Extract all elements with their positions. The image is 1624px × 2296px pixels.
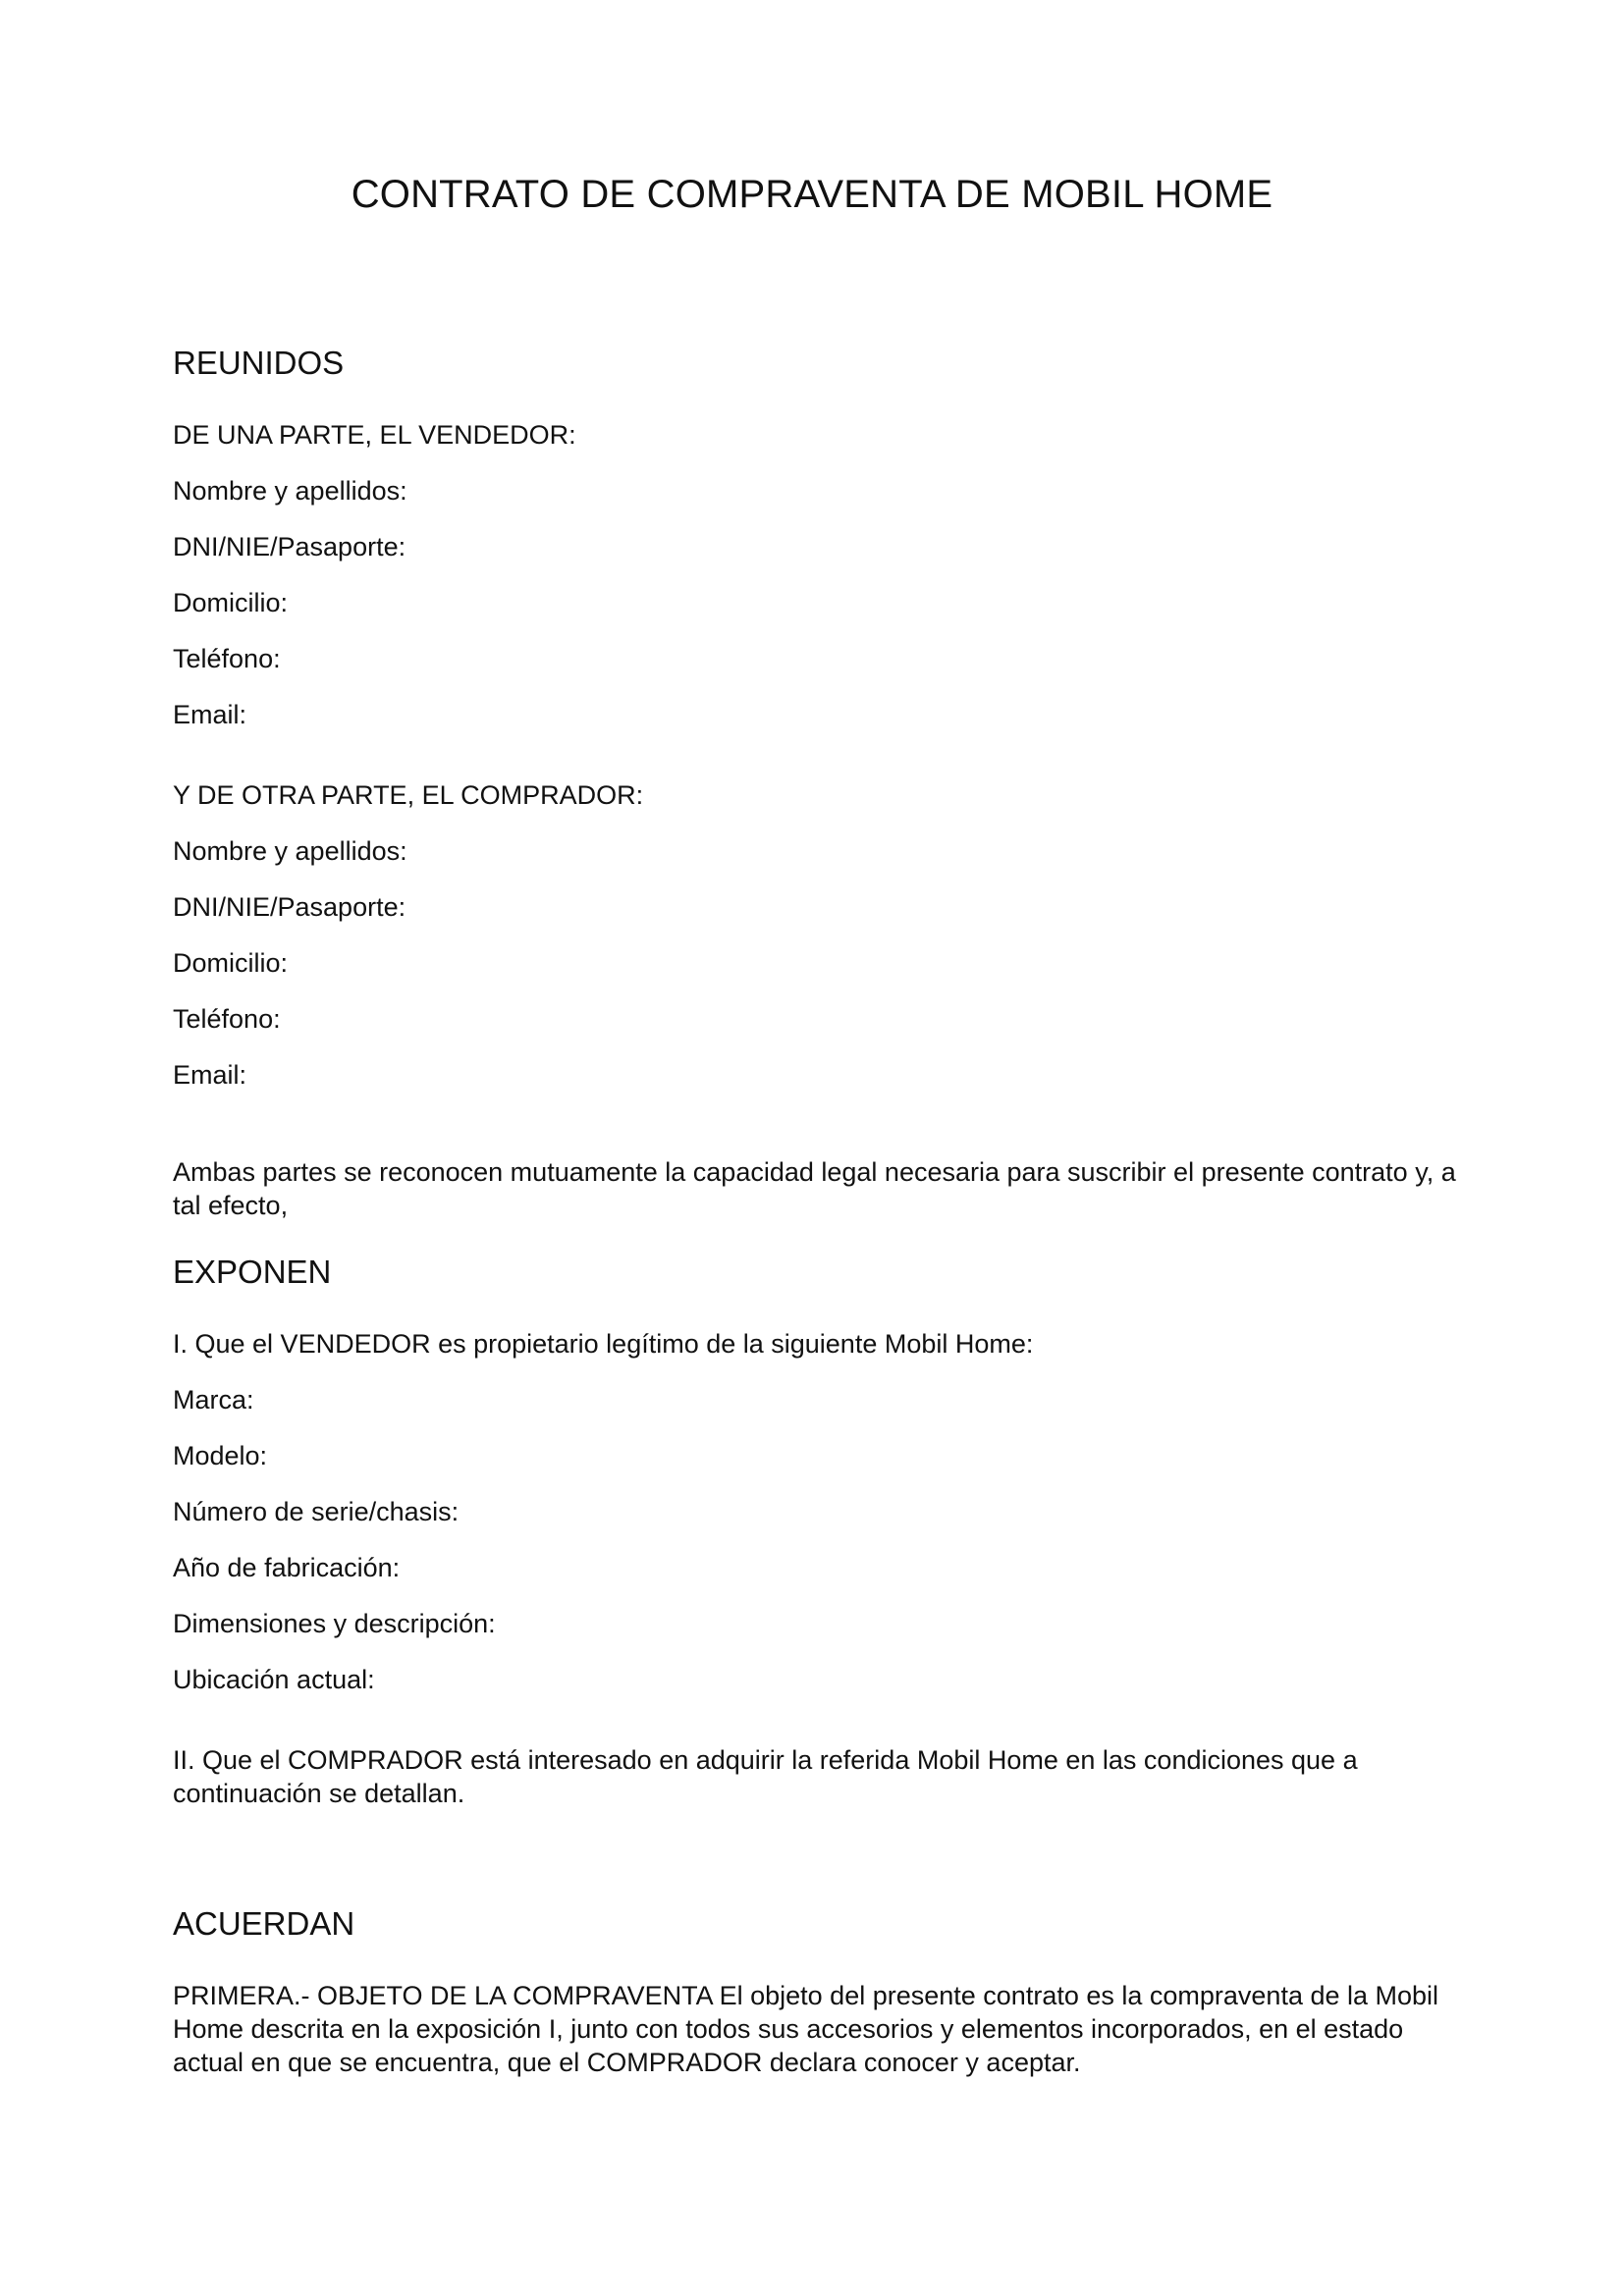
vendedor-label: DE UNA PARTE, EL VENDEDOR:	[173, 420, 576, 450]
capacidad-paragraph: Ambas partes se reconocen mutuamente la capacidad legal necesaria para suscribir el presente contrato y, a tal efecto,	[173, 1157, 1456, 1220]
vendedor-email-field: Email:	[173, 700, 247, 729]
comprador-label: Y DE OTRA PARTE, EL COMPRADOR:	[173, 780, 644, 810]
vendedor-domicilio-field: Domicilio:	[173, 588, 289, 617]
marca-field: Marca:	[173, 1385, 254, 1415]
vendedor-nombre-field: Nombre y apellidos:	[173, 476, 407, 506]
ubicacion-field: Ubicación actual:	[173, 1665, 375, 1694]
comprador-domicilio-field: Domicilio:	[173, 948, 289, 978]
section-heading-reunidos: REUNIDOS	[173, 345, 345, 381]
comprador-telefono-field: Teléfono:	[173, 1004, 281, 1034]
clausula-primera: PRIMERA.- OBJETO DE LA COMPRAVENTA El objeto del presente contrato es la compraventa de la Mobil Home descrita en la exposición I, junto con todos sus accesorios y elementos incorporados, en el estado actual en que se encuentra, que el COMPRADOR declara conocer y aceptar.	[173, 1981, 1439, 2077]
anio-fabricacion-field: Año de fabricación:	[173, 1553, 401, 1582]
exponen-punto-ii: II. Que el COMPRADOR está interesado en adquirir la referida Mobil Home en las condiciones que a continuación se detallan.	[173, 1745, 1358, 1808]
vendedor-dni-field: DNI/NIE/Pasaporte:	[173, 532, 406, 561]
comprador-nombre-field: Nombre y apellidos:	[173, 836, 407, 866]
exponen-punto-i: I. Que el VENDEDOR es propietario legítimo de la siguiente Mobil Home:	[173, 1329, 1034, 1359]
document-title: CONTRATO DE COMPRAVENTA DE MOBIL HOME	[351, 173, 1273, 216]
dimensiones-field: Dimensiones y descripción:	[173, 1609, 496, 1638]
modelo-field: Modelo:	[173, 1441, 268, 1470]
serie-chasis-field: Número de serie/chasis:	[173, 1497, 460, 1526]
section-heading-exponen: EXPONEN	[173, 1254, 332, 1290]
vendedor-telefono-field: Teléfono:	[173, 644, 281, 673]
section-heading-acuerdan: ACUERDAN	[173, 1905, 355, 1942]
comprador-dni-field: DNI/NIE/Pasaporte:	[173, 892, 406, 922]
comprador-email-field: Email:	[173, 1060, 247, 1090]
